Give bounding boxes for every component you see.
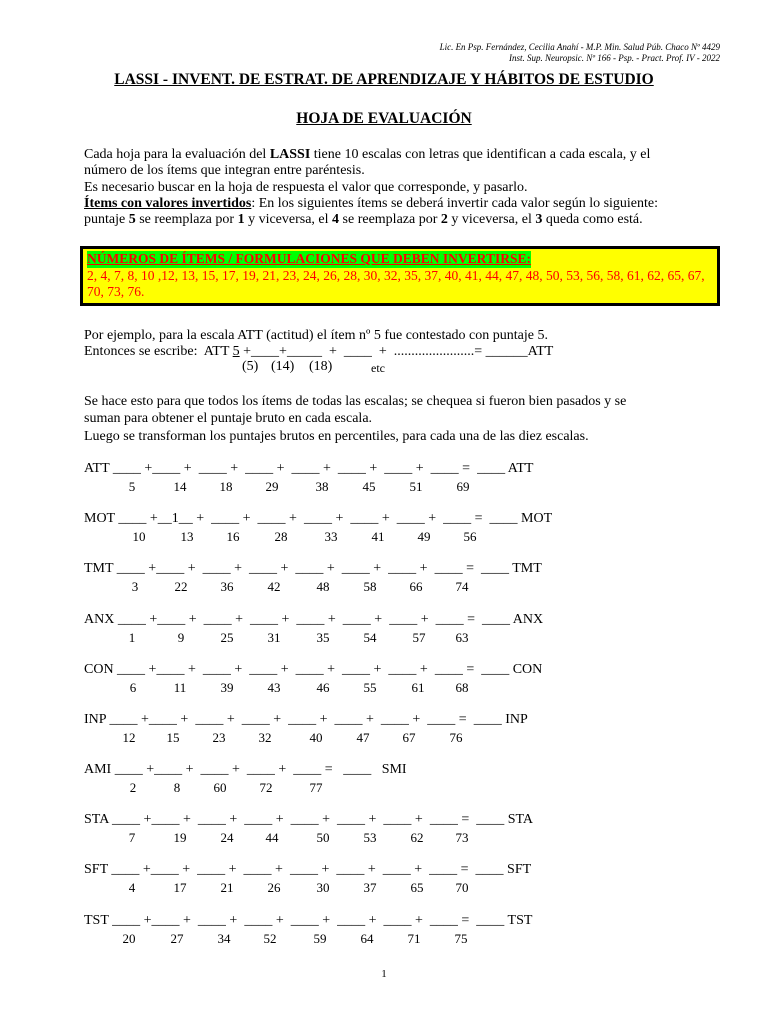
explanation-line-3: Luego se transforman los puntajes brutos en percentiles, para cada una de las diez escalas. bbox=[84, 429, 589, 444]
scale-item-number: 6 bbox=[129, 680, 137, 695]
scale-item-number: 25 bbox=[220, 630, 234, 645]
example-etc: etc bbox=[371, 361, 385, 375]
scale-item-number: 74 bbox=[455, 579, 469, 594]
scale-item-number: 3 bbox=[131, 579, 139, 594]
bold-number: 4 bbox=[332, 212, 340, 227]
scale-item-number: 16 bbox=[226, 529, 240, 544]
scale-item-number: 47 bbox=[356, 730, 370, 745]
scale-item-number: 26 bbox=[267, 880, 281, 895]
scale-item-number: 46 bbox=[316, 680, 330, 695]
intro-paragraph-2: Es necesario buscar en la hoja de respuesta el valor que corresponde, y pasarlo. bbox=[84, 180, 528, 195]
scale-row: AMI ____ +____ + ____ + ____ + ____ = ____ SMI bbox=[84, 762, 407, 777]
inverted-items-box bbox=[80, 246, 720, 306]
scale-item-number: 39 bbox=[220, 680, 234, 695]
scale-item-number: 68 bbox=[455, 680, 469, 695]
scale-item-number: 23 bbox=[212, 730, 226, 745]
scale-item-number: 32 bbox=[258, 730, 272, 745]
scale-item-number: 62 bbox=[410, 830, 424, 845]
scale-item-number: 36 bbox=[220, 579, 234, 594]
scale-item-number: 59 bbox=[313, 931, 327, 946]
intro-paragraph-1-cont: número de los ítems que integran entre paréntesis. bbox=[84, 163, 365, 178]
scale-item-number: 71 bbox=[407, 931, 421, 946]
scale-item-number: 60 bbox=[213, 780, 227, 795]
scale-row: ANX ____ +____ + ____ + ____ + ____ + ____ + ____ + ____ = ____ ANX bbox=[84, 612, 544, 627]
scale-item-number: 69 bbox=[456, 479, 470, 494]
example-item-14: (14) bbox=[271, 359, 295, 374]
scale-item-number: 34 bbox=[217, 931, 231, 946]
scale-item-number: 67 bbox=[402, 730, 416, 745]
scale-item-number: 45 bbox=[362, 479, 376, 494]
scale-item-number: 48 bbox=[316, 579, 330, 594]
example-text: +____+_____ + ____ + .......................= ______ATT bbox=[239, 344, 554, 359]
scale-item-number: 27 bbox=[170, 931, 184, 946]
example-item-18: (18) bbox=[309, 359, 333, 374]
scale-row: SFT ____ +____ + ____ + ____ + ____ + ____ + ____ + ____ = ____ SFT bbox=[84, 862, 532, 877]
scale-row: ATT ____ +____ + ____ + ____ + ____ + ____ + ____ + ____ = ____ ATT bbox=[84, 461, 534, 476]
scale-item-number: 2 bbox=[129, 780, 137, 795]
inverted-items-heading: NÚMEROS DE ÍTEMS / FORMULACIONES QUE DEBEN INVERTIRSE: bbox=[87, 251, 531, 266]
scale-item-number: 22 bbox=[174, 579, 188, 594]
scale-item-number: 14 bbox=[173, 479, 187, 494]
example-item-5: (5) bbox=[242, 359, 259, 374]
inverted-items-list: 2, 4, 7, 8, 10 ,12, 13, 15, 17, 19, 21, 23, 24, 26, 28, 30, 32, 35, 37, 40, 41, 44, 47, 48, 50, 53, 56, 58, 61, 62, 65, 67, 70, 73, 76. bbox=[87, 267, 705, 299]
scale-item-number: 28 bbox=[274, 529, 288, 544]
scale-item-number: 44 bbox=[265, 830, 279, 845]
scale-row: CON ____ +____ + ____ + ____ + ____ + ____ + ____ + ____ = ____ CON bbox=[84, 662, 543, 677]
scale-item-number: 72 bbox=[259, 780, 273, 795]
scale-item-number: 43 bbox=[267, 680, 281, 695]
header-author-line: Lic. En Psp. Fernández, Cecilia Anahí - M.P. Min. Salud Púb. Chaco Nº 4429 bbox=[439, 42, 720, 52]
scale-item-number: 49 bbox=[417, 529, 431, 544]
explanation-line-1: Se hace esto para que todos los ítems de todas las escalas; se chequea si fueron bien pasados y se bbox=[84, 394, 627, 409]
explanation-line-2: suman para obtener el puntaje bruto en cada escala. bbox=[84, 411, 373, 426]
scale-item-number: 42 bbox=[267, 579, 281, 594]
intro-text: queda como está. bbox=[542, 212, 643, 227]
example-line-1: Por ejemplo, para la escala ATT (actitud) el ítem nº 5 fue contestado con puntaje 5. bbox=[84, 328, 548, 343]
scale-item-number: 37 bbox=[363, 880, 377, 895]
scale-item-number: 57 bbox=[412, 630, 426, 645]
intro-text: puntaje bbox=[84, 212, 129, 227]
scale-item-number: 29 bbox=[265, 479, 279, 494]
scale-row: MOT ____ +__1__ + ____ + ____ + ____ + ____ + ____ + ____ = ____ MOT bbox=[84, 511, 553, 526]
scale-item-number: 11 bbox=[173, 680, 187, 695]
example-text: Entonces se escribe: ATT bbox=[84, 344, 233, 359]
scale-item-number: 52 bbox=[263, 931, 277, 946]
scale-item-number: 9 bbox=[177, 630, 185, 645]
scale-item-number: 77 bbox=[309, 780, 323, 795]
bold-number: 3 bbox=[535, 212, 543, 227]
scale-item-number: 21 bbox=[220, 880, 234, 895]
scale-item-number: 24 bbox=[220, 830, 234, 845]
scale-row: TST ____ +____ + ____ + ____ + ____ + ____ + ____ + ____ = ____ TST bbox=[84, 913, 533, 928]
intro-text: y viceversa, el bbox=[244, 212, 333, 227]
intro-text: se reemplaza por bbox=[339, 212, 441, 227]
scale-item-number: 61 bbox=[411, 680, 425, 695]
intro-text: Cada hoja para la evaluación del bbox=[84, 147, 270, 162]
scale-row: INP ____ +____ + ____ + ____ + ____ + ____ + ____ + ____ = ____ INP bbox=[84, 712, 528, 727]
scale-item-number: 70 bbox=[455, 880, 469, 895]
scale-item-number: 35 bbox=[316, 630, 330, 645]
intro-text: tiene 10 escalas con letras que identifican a cada escala, y el bbox=[310, 147, 651, 162]
scale-item-number: 18 bbox=[219, 479, 233, 494]
scale-item-number: 8 bbox=[173, 780, 181, 795]
scale-item-number: 30 bbox=[316, 880, 330, 895]
intro-text: se reemplaza por bbox=[135, 212, 238, 227]
scale-item-number: 17 bbox=[173, 880, 187, 895]
scale-item-number: 7 bbox=[128, 830, 136, 845]
scale-item-number: 4 bbox=[128, 880, 136, 895]
bold-number: 1 bbox=[237, 212, 245, 227]
scale-item-number: 50 bbox=[316, 830, 330, 845]
lassi-bold: LASSI bbox=[269, 147, 311, 162]
scale-item-number: 66 bbox=[409, 579, 423, 594]
scale-item-number: 38 bbox=[315, 479, 329, 494]
document-title: LASSI - INVENT. DE ESTRAT. DE APRENDIZAJE Y HÁBITOS DE ESTUDIO bbox=[114, 71, 654, 88]
intro-paragraph-4 bbox=[84, 212, 643, 228]
scale-item-number: 65 bbox=[410, 880, 424, 895]
scale-row: TMT ____ +____ + ____ + ____ + ____ + ____ + ____ + ____ = ____ TMT bbox=[84, 561, 542, 576]
bold-number: 5 bbox=[128, 212, 136, 227]
example-line-2 bbox=[84, 344, 553, 360]
scale-item-number: 1 bbox=[128, 630, 136, 645]
scale-item-number: 63 bbox=[455, 630, 469, 645]
scale-item-number: 76 bbox=[449, 730, 463, 745]
scale-item-number: 33 bbox=[324, 529, 338, 544]
scale-item-number: 51 bbox=[409, 479, 423, 494]
scale-item-number: 58 bbox=[363, 579, 377, 594]
scale-item-number: 15 bbox=[166, 730, 180, 745]
scale-item-number: 20 bbox=[122, 931, 136, 946]
scale-item-number: 54 bbox=[363, 630, 377, 645]
scale-item-number: 41 bbox=[371, 529, 385, 544]
scale-row: STA ____ +____ + ____ + ____ + ____ + ____ + ____ + ____ = ____ STA bbox=[84, 812, 534, 827]
scale-item-number: 53 bbox=[363, 830, 377, 845]
scale-item-number: 31 bbox=[267, 630, 281, 645]
intro-paragraph-3 bbox=[84, 196, 658, 212]
scale-item-number: 10 bbox=[132, 529, 146, 544]
header-institution-line: Inst. Sup. Neuropsic. Nº 166 - Psp. - Pract. Prof. IV - 2022 bbox=[509, 53, 720, 63]
scale-item-number: 64 bbox=[360, 931, 374, 946]
scale-item-number: 13 bbox=[180, 529, 194, 544]
example-score: 5 bbox=[232, 344, 240, 359]
scale-item-number: 56 bbox=[463, 529, 477, 544]
inverted-items-label: Ítems con valores invertidos bbox=[84, 196, 252, 211]
scale-item-number: 73 bbox=[455, 830, 469, 845]
page-number: 1 bbox=[381, 968, 387, 980]
bold-number: 2 bbox=[440, 212, 448, 227]
intro-text: y viceversa, el bbox=[447, 212, 536, 227]
scale-item-number: 19 bbox=[173, 830, 187, 845]
scale-item-number: 75 bbox=[454, 931, 468, 946]
intro-text: : En los siguientes ítems se deberá invertir cada valor según lo siguiente: bbox=[251, 196, 659, 211]
document-subtitle: HOJA DE EVALUACIÓN bbox=[296, 110, 472, 127]
scale-item-number: 5 bbox=[128, 479, 136, 494]
scale-item-number: 12 bbox=[122, 730, 136, 745]
scale-item-number: 40 bbox=[309, 730, 323, 745]
scale-item-number: 55 bbox=[363, 680, 377, 695]
intro-paragraph-1 bbox=[84, 147, 650, 163]
